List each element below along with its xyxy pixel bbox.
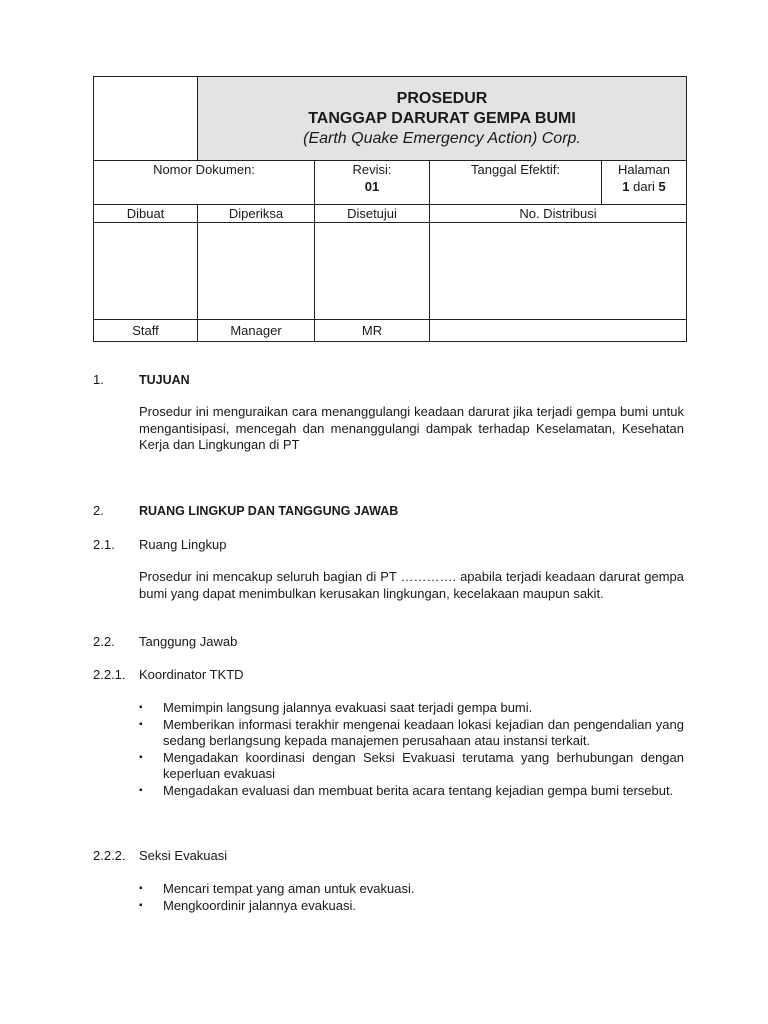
- made-by-role: Staff: [94, 320, 198, 342]
- revision-value: 01: [364, 179, 380, 194]
- bullet-icon: ▪: [139, 899, 143, 911]
- doc-number-cell: [94, 161, 315, 205]
- approved-by-signature: [315, 223, 430, 320]
- page-total: 5: [658, 179, 666, 194]
- document-header-table: [93, 76, 687, 342]
- page-label: Halaman: [617, 162, 671, 177]
- list-item-text: Mengadakan evaluasi dan membuat berita acara tentang kejadian gempa bumi tersebut.: [163, 782, 674, 798]
- distribution-value: [430, 320, 687, 342]
- list-item: [139, 700, 684, 717]
- section-2-2-number: 2.2.: [93, 634, 115, 649]
- list-item: [139, 717, 684, 750]
- list-item: [139, 783, 684, 800]
- logo-cell: [94, 77, 198, 161]
- list-item: [139, 750, 684, 783]
- distribution-label: No. Distribusi: [430, 205, 687, 223]
- page-counter: [602, 178, 686, 195]
- page-current: 1: [622, 179, 630, 194]
- procedure-subtitle: (Earth Quake Emergency Action) Corp.: [303, 129, 581, 147]
- effective-date-label: Tanggal Efektif:: [471, 162, 560, 177]
- revision-label: Revisi:: [352, 162, 392, 177]
- list-item-text: Memimpin langsung jalannya evakuasi saat terjadi gempa bumi.: [163, 700, 533, 715]
- bullet-icon: ▪: [139, 718, 143, 730]
- page-of: dari: [633, 179, 655, 194]
- section-1-text: Prosedur ini menguraikan cara menanggulangi keadaan darurat jika terjadi gempa bumi untuk mengantisipasi, mencegah dan menanggulangi dampak terhadap Keselamatan, Kesehatan Kerja dan Lingkungan di PT: [139, 404, 684, 452]
- approved-by-label: Disetujui: [315, 205, 430, 223]
- effective-date-cell: [430, 161, 602, 205]
- section-2-number: 2.: [93, 503, 104, 518]
- section-2-2-1-list: [139, 700, 684, 799]
- list-item-text: Mengadakan koordinasi dengan Seksi Evakuasi terutama yang berhubungan dengan keperluan evakuasi: [163, 749, 684, 781]
- list-item-text: Mencari tempat yang aman untuk evakuasi.: [163, 881, 415, 896]
- list-item-text: Memberikan informasi terakhir mengenai keadaan lokasi kejadian dan pengendalian yang sedang berlangsung kepada manajemen perusahaan atau instansi terkait.: [163, 716, 684, 748]
- bullet-icon: ▪: [139, 784, 143, 796]
- doc-number-label: Nomor Dokumen:: [153, 162, 255, 177]
- doc-type-title: PROSEDUR: [396, 89, 488, 107]
- checked-by-role: Manager: [198, 320, 315, 342]
- procedure-title: TANGGAP DARURAT GEMPA BUMI: [308, 109, 576, 127]
- list-item-text: Mengkoordinir jalannya evakuasi.: [163, 897, 356, 913]
- section-2-2-1-number: 2.2.1.: [93, 667, 126, 682]
- title-cell: [198, 77, 687, 161]
- section-2-1-text: Prosedur ini mencakup seluruh bagian di PT …………. apabila terjadi keadaan darurat gempa bumi yang dapat menimbulkan kerusakan lingkungan, kecelakaan maupun sakit.: [139, 569, 684, 601]
- bullet-icon: ▪: [139, 751, 143, 763]
- checked-by-label: Diperiksa: [198, 205, 315, 223]
- section-2-2-2-number: 2.2.2.: [93, 848, 126, 863]
- checked-by-signature: [198, 223, 315, 320]
- section-2-1-title: Ruang Lingkup: [139, 537, 227, 552]
- section-2-title: RUANG LINGKUP DAN TANGGUNG JAWAB: [139, 504, 399, 518]
- bullet-icon: ▪: [139, 883, 143, 894]
- made-by-label: Dibuat: [94, 205, 198, 223]
- section-1-number: 1.: [93, 372, 104, 387]
- list-item: [139, 898, 684, 915]
- distribution-box: [430, 223, 687, 320]
- bullet-icon: ▪: [139, 702, 143, 713]
- list-item: [139, 881, 684, 898]
- approved-by-role: MR: [315, 320, 430, 342]
- made-by-signature: [94, 223, 198, 320]
- section-1-title: TUJUAN: [139, 373, 190, 387]
- revision-cell: [315, 161, 430, 205]
- page-cell: [602, 161, 687, 205]
- section-2-2-2-title: Seksi Evakuasi: [139, 848, 228, 863]
- section-2-2-title: Tanggung Jawab: [139, 634, 238, 649]
- section-2-2-1-title: Koordinator TKTD: [139, 667, 244, 682]
- section-2-1-number: 2.1.: [93, 537, 115, 552]
- section-2-2-2-list: [139, 881, 684, 914]
